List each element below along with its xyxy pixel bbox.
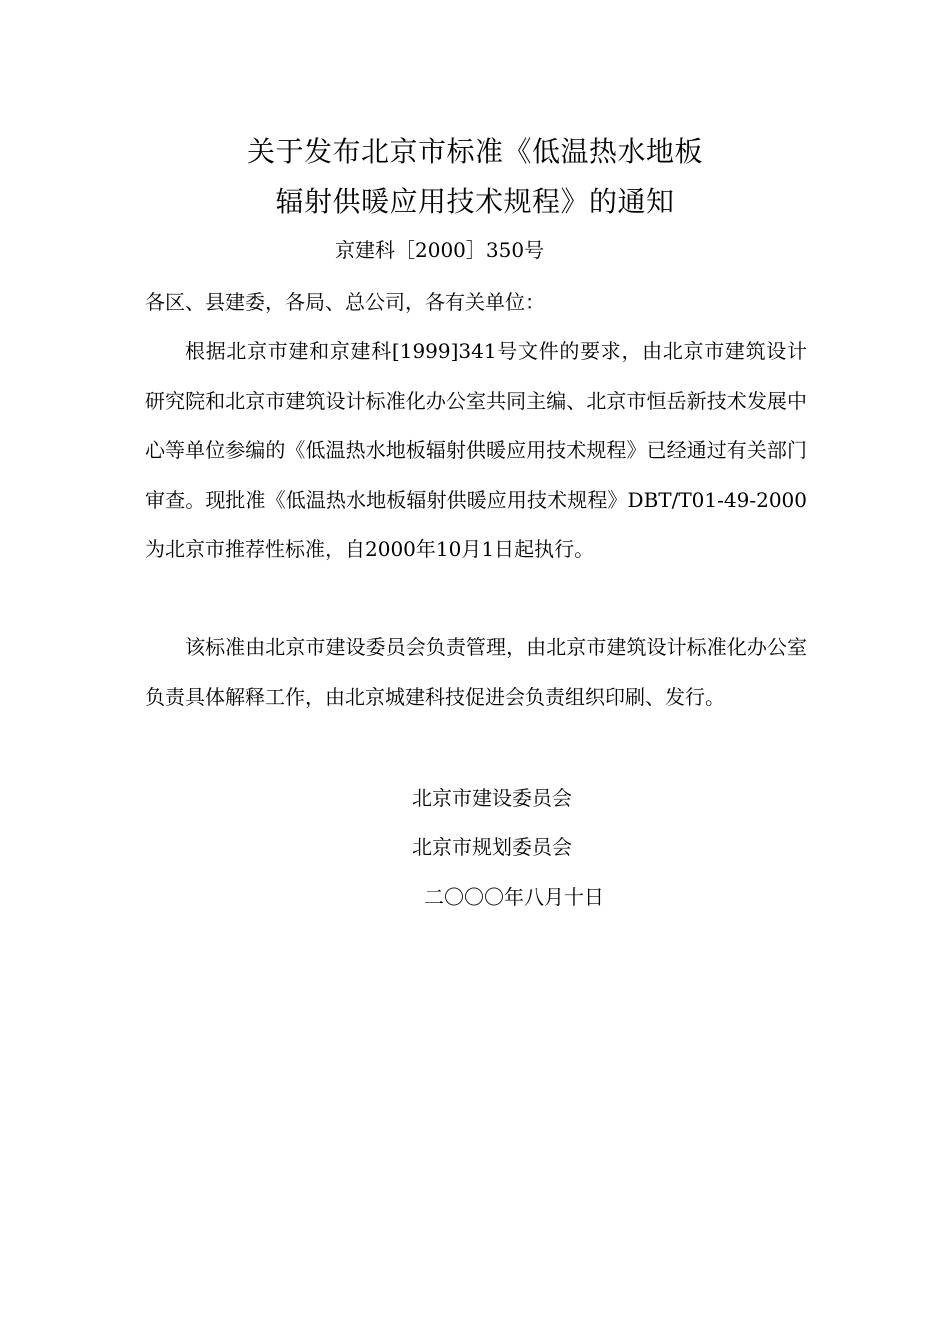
issue-date: 二〇〇〇年八月十日 [424,885,604,909]
document-title-line-1: 关于发布北京市标准《低温热水地板 [246,135,703,168]
body-paragraph-2: 该标准由北京市建设委员会负责管理，由北京市建筑设计标准化办公室负责具体解释工作，由北京城建科技促进会负责组织印刷、发行。 [145,635,807,709]
salutation: 各区、县建委，各局、总公司，各有关单位： [145,290,545,314]
signatory-planning-committee: 北京市规划委员会 [412,835,572,859]
document-number: 京建科［2000］350号 [335,238,545,262]
body-paragraph-1: 根据北京市建和京建科[1999]341号文件的要求，由北京市建筑设计研究院和北京市建筑设计标准化办公室共同主编、北京市恒岳新技术发展中心等单位参编的《低温热水地板辐射供暖应用技术规程》已经通过有关部门审查。现批准《低温热水地板辐射供暖应用技术规程》DBT/T01-49-2000为北京市推荐性标准，自2000年10月1日起执行。 [145,339,807,561]
document-title-line-2: 辐射供暖应用技术规程》的通知 [275,185,675,218]
signatory-construction-committee: 北京市建设委员会 [412,786,572,810]
